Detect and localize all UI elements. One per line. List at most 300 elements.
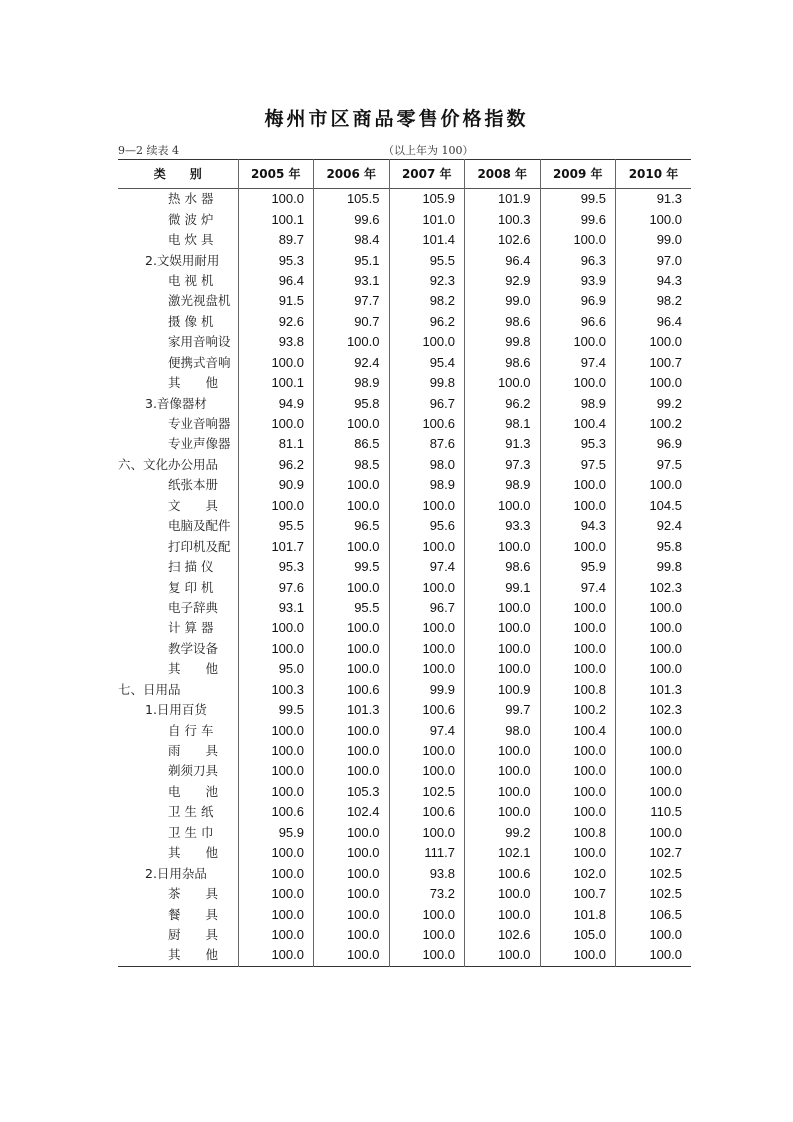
index-value: 95.3 (238, 557, 314, 577)
index-value: 96.4 (465, 250, 541, 270)
index-value: 99.1 (465, 577, 541, 597)
index-value: 95.1 (314, 250, 390, 270)
index-value: 98.9 (465, 475, 541, 495)
table-row (118, 700, 691, 720)
index-value: 100.0 (389, 945, 465, 966)
index-value: 92.6 (238, 312, 314, 332)
index-value: 101.8 (540, 904, 616, 924)
table-row (118, 598, 691, 618)
index-value: 105.0 (540, 925, 616, 945)
table-row (118, 312, 691, 332)
index-value: 100.0 (540, 843, 616, 863)
header-year: 2005 年 (238, 160, 314, 189)
index-value: 105.5 (314, 189, 390, 210)
table-body (118, 189, 691, 967)
index-value: 100.0 (465, 802, 541, 822)
index-value: 94.3 (540, 516, 616, 536)
index-value: 100.0 (314, 659, 390, 679)
index-value: 100.0 (616, 332, 692, 352)
price-index-table (118, 159, 691, 967)
index-value: 96.4 (616, 312, 692, 332)
row-category: 专业音响器 (168, 416, 231, 432)
row-category: 摄 像 机 (168, 313, 214, 329)
index-value: 100.0 (389, 925, 465, 945)
index-value: 102.6 (465, 230, 541, 250)
index-value: 100.0 (616, 823, 692, 843)
row-category: 其 他 (168, 375, 219, 391)
index-value: 100.0 (238, 741, 314, 761)
row-category: 卫 生 纸 (168, 804, 214, 820)
index-value: 95.8 (616, 536, 692, 556)
index-value: 101.4 (389, 230, 465, 250)
row-category: 六、文化办公用品 (118, 456, 219, 472)
table-row (118, 884, 691, 904)
index-value: 100.0 (314, 904, 390, 924)
index-value: 100.0 (314, 863, 390, 883)
index-value: 93.3 (465, 516, 541, 536)
table-row (118, 843, 691, 863)
index-value: 96.7 (389, 393, 465, 413)
index-value: 100.0 (238, 925, 314, 945)
index-value: 99.6 (314, 209, 390, 229)
row-category: 剃须刀具 (168, 763, 219, 779)
table-row (118, 516, 691, 536)
index-value: 87.6 (389, 434, 465, 454)
table-row (118, 271, 691, 291)
table-row (118, 475, 691, 495)
table-row (118, 189, 691, 210)
table-header-row (118, 160, 691, 189)
index-value: 99.7 (465, 700, 541, 720)
index-value: 100.0 (540, 659, 616, 679)
index-value: 99.0 (465, 291, 541, 311)
table-row (118, 618, 691, 638)
index-value: 97.4 (389, 720, 465, 740)
table-row (118, 680, 691, 700)
index-value: 100.0 (540, 230, 616, 250)
index-value: 100.0 (314, 414, 390, 434)
index-value: 100.7 (540, 884, 616, 904)
index-value: 95.8 (314, 393, 390, 413)
table-row (118, 455, 691, 475)
index-value: 100.2 (540, 700, 616, 720)
index-value: 100.0 (465, 496, 541, 516)
row-category: 自 行 车 (168, 722, 214, 738)
index-value: 92.9 (465, 271, 541, 291)
table-row (118, 414, 691, 434)
index-value: 102.3 (616, 577, 692, 597)
table-row (118, 557, 691, 577)
index-value: 100.0 (314, 720, 390, 740)
index-value: 93.1 (314, 271, 390, 291)
index-value: 97.6 (238, 577, 314, 597)
index-value: 102.3 (616, 700, 692, 720)
index-value: 101.3 (616, 680, 692, 700)
index-value: 94.3 (616, 271, 692, 291)
index-value: 99.9 (389, 680, 465, 700)
index-value: 100.0 (314, 475, 390, 495)
row-category: 厨 具 (168, 926, 219, 942)
index-value: 100.3 (238, 680, 314, 700)
index-value: 99.8 (616, 557, 692, 577)
index-value: 100.0 (238, 414, 314, 434)
index-value: 100.0 (465, 782, 541, 802)
index-value: 98.6 (465, 312, 541, 332)
table-row (118, 925, 691, 945)
index-value: 99.8 (389, 373, 465, 393)
index-value: 105.9 (389, 189, 465, 210)
row-category: 3.音像器材 (145, 395, 207, 411)
index-value: 100.0 (389, 332, 465, 352)
row-category: 家用音响设 (168, 334, 231, 350)
index-value: 105.3 (314, 782, 390, 802)
index-value: 95.5 (389, 250, 465, 270)
index-value: 100.4 (540, 720, 616, 740)
index-value: 100.0 (389, 761, 465, 781)
table-row (118, 823, 691, 843)
index-value: 90.9 (238, 475, 314, 495)
index-value: 92.4 (616, 516, 692, 536)
index-value: 100.6 (465, 863, 541, 883)
index-value: 100.0 (389, 618, 465, 638)
row-category: 雨 具 (168, 743, 219, 759)
index-value: 97.4 (389, 557, 465, 577)
index-value: 100.0 (389, 536, 465, 556)
table-row (118, 536, 691, 556)
index-value: 100.0 (238, 639, 314, 659)
index-value: 95.0 (238, 659, 314, 679)
row-category: 教学设备 (168, 640, 219, 656)
table-row (118, 761, 691, 781)
index-value: 97.3 (465, 455, 541, 475)
index-value: 100.0 (616, 373, 692, 393)
index-value: 100.2 (616, 414, 692, 434)
index-value: 73.2 (389, 884, 465, 904)
index-value: 98.5 (314, 455, 390, 475)
index-value: 96.6 (540, 312, 616, 332)
index-value: 86.5 (314, 434, 390, 454)
table-row (118, 250, 691, 270)
header-year: 2009 年 (540, 160, 616, 189)
index-value: 100.1 (238, 373, 314, 393)
row-category: 2.文娱用耐用 (145, 252, 220, 268)
row-category: 便携式音响 (168, 354, 231, 370)
index-value: 100.4 (540, 414, 616, 434)
index-value: 100.0 (616, 475, 692, 495)
index-value: 100.0 (238, 720, 314, 740)
row-category: 微 波 炉 (168, 211, 214, 227)
row-category: 餐 具 (168, 906, 219, 922)
index-value: 98.2 (389, 291, 465, 311)
table-row (118, 373, 691, 393)
index-value: 100.0 (314, 823, 390, 843)
index-value: 100.0 (389, 639, 465, 659)
header-category: 类 别 (153, 167, 202, 181)
index-value: 101.3 (314, 700, 390, 720)
index-value: 100.0 (314, 925, 390, 945)
index-value: 100.0 (314, 639, 390, 659)
row-category: 打印机及配 (168, 538, 231, 554)
index-value: 102.5 (616, 863, 692, 883)
row-category: 其 他 (168, 845, 219, 861)
index-value: 100.3 (465, 209, 541, 229)
row-category: 扫 描 仪 (168, 559, 214, 575)
table-row (118, 802, 691, 822)
index-value: 95.3 (238, 250, 314, 270)
table-row (118, 209, 691, 229)
table-row (118, 393, 691, 413)
index-value: 91.5 (238, 291, 314, 311)
index-value: 100.0 (540, 373, 616, 393)
index-value: 95.4 (389, 353, 465, 373)
index-value: 100.0 (540, 761, 616, 781)
index-value: 100.6 (238, 802, 314, 822)
index-value: 100.0 (465, 618, 541, 638)
index-value: 93.8 (238, 332, 314, 352)
row-category: 其 他 (168, 947, 219, 963)
index-value: 96.5 (314, 516, 390, 536)
index-value: 98.9 (314, 373, 390, 393)
index-value: 99.0 (616, 230, 692, 250)
index-value: 111.7 (389, 843, 465, 863)
row-category: 其 他 (168, 661, 219, 677)
header-year: 2006 年 (314, 160, 390, 189)
table-row (118, 496, 691, 516)
header-year: 2010 年 (616, 160, 692, 189)
index-value: 100.0 (238, 945, 314, 966)
index-value: 100.0 (314, 884, 390, 904)
index-value: 102.5 (616, 884, 692, 904)
index-value: 90.7 (314, 312, 390, 332)
index-value: 100.6 (389, 700, 465, 720)
index-value: 100.0 (616, 639, 692, 659)
index-value: 101.9 (465, 189, 541, 210)
index-value: 100.0 (465, 536, 541, 556)
table-row (118, 230, 691, 250)
index-value: 95.3 (540, 434, 616, 454)
table-row (118, 659, 691, 679)
index-value: 104.5 (616, 496, 692, 516)
index-value: 100.0 (314, 741, 390, 761)
index-value: 95.9 (238, 823, 314, 843)
index-value: 100.0 (540, 782, 616, 802)
index-value: 93.8 (389, 863, 465, 883)
index-value: 100.0 (540, 536, 616, 556)
index-value: 100.6 (314, 680, 390, 700)
index-value: 100.0 (389, 904, 465, 924)
row-category: 茶 具 (168, 886, 219, 902)
index-value: 100.0 (314, 945, 390, 966)
index-value: 100.7 (616, 353, 692, 373)
index-value: 102.7 (616, 843, 692, 863)
index-value: 98.9 (389, 475, 465, 495)
table-row (118, 353, 691, 373)
index-value: 110.5 (616, 802, 692, 822)
index-value: 106.5 (616, 904, 692, 924)
index-value: 89.7 (238, 230, 314, 250)
row-category: 卫 生 巾 (168, 824, 214, 840)
table-row (118, 291, 691, 311)
index-value: 93.1 (238, 598, 314, 618)
index-value: 100.0 (616, 659, 692, 679)
index-value: 100.0 (389, 659, 465, 679)
index-value: 96.2 (465, 393, 541, 413)
index-value: 98.9 (540, 393, 616, 413)
index-value: 100.0 (389, 496, 465, 516)
index-value: 100.0 (540, 475, 616, 495)
index-value: 92.3 (389, 271, 465, 291)
index-value: 100.0 (465, 598, 541, 618)
index-value: 100.0 (465, 761, 541, 781)
index-value: 99.5 (540, 189, 616, 210)
index-value: 99.5 (238, 700, 314, 720)
header-year: 2008 年 (465, 160, 541, 189)
table-row (118, 863, 691, 883)
index-value: 100.6 (389, 802, 465, 822)
index-value: 100.0 (540, 639, 616, 659)
header-year: 2007 年 (389, 160, 465, 189)
index-value: 100.0 (465, 639, 541, 659)
index-value: 100.0 (616, 925, 692, 945)
row-category: 纸张本册 (168, 477, 219, 493)
index-value: 99.5 (314, 557, 390, 577)
index-value: 95.5 (238, 516, 314, 536)
index-value: 100.0 (465, 659, 541, 679)
row-category: 电脑及配件 (168, 518, 231, 534)
index-value: 100.0 (540, 618, 616, 638)
index-value: 100.0 (616, 761, 692, 781)
row-category: 电 视 机 (168, 272, 214, 288)
base-year-note: （以上年为 100） (383, 144, 474, 157)
index-value: 81.1 (238, 434, 314, 454)
table-row (118, 945, 691, 966)
index-value: 93.9 (540, 271, 616, 291)
index-value: 100.0 (314, 332, 390, 352)
index-value: 100.0 (238, 863, 314, 883)
index-value: 96.4 (238, 271, 314, 291)
index-value: 98.0 (465, 720, 541, 740)
index-value: 100.6 (389, 414, 465, 434)
index-value: 100.0 (616, 209, 692, 229)
row-category: 1.日用百货 (145, 702, 207, 718)
index-value: 100.0 (238, 884, 314, 904)
index-value: 100.0 (540, 741, 616, 761)
index-value: 96.9 (540, 291, 616, 311)
row-category: 热 水 器 (168, 191, 214, 207)
index-value: 96.9 (616, 434, 692, 454)
index-value: 100.0 (465, 904, 541, 924)
index-value: 100.0 (616, 782, 692, 802)
index-value: 95.5 (314, 598, 390, 618)
index-value: 100.0 (616, 945, 692, 966)
index-value: 100.9 (465, 680, 541, 700)
index-value: 98.6 (465, 557, 541, 577)
index-value: 100.0 (540, 332, 616, 352)
index-value: 100.0 (238, 353, 314, 373)
table-row (118, 332, 691, 352)
index-value: 99.2 (616, 393, 692, 413)
index-value: 96.2 (238, 455, 314, 475)
index-value: 97.4 (540, 353, 616, 373)
index-value: 100.0 (314, 761, 390, 781)
index-value: 98.0 (389, 455, 465, 475)
index-value: 100.1 (238, 209, 314, 229)
index-value: 99.8 (465, 332, 541, 352)
index-value: 102.1 (465, 843, 541, 863)
row-category: 计 算 器 (168, 620, 214, 636)
row-category: 复 印 机 (168, 579, 214, 595)
index-value: 102.6 (465, 925, 541, 945)
index-value: 102.0 (540, 863, 616, 883)
index-value: 95.9 (540, 557, 616, 577)
index-value: 100.0 (465, 945, 541, 966)
index-value: 100.0 (389, 823, 465, 843)
index-value: 100.0 (465, 741, 541, 761)
table-row (118, 782, 691, 802)
page-title: 梅州市区商品零售价格指数 (264, 108, 529, 130)
table-number: 9—2 续表 4 (118, 144, 179, 157)
index-value: 100.0 (238, 904, 314, 924)
index-value: 100.0 (540, 598, 616, 618)
index-value: 97.5 (616, 455, 692, 475)
index-value: 100.0 (616, 618, 692, 638)
row-category: 专业声像器 (168, 436, 231, 452)
index-value: 96.3 (540, 250, 616, 270)
index-value: 100.0 (616, 741, 692, 761)
index-value: 100.0 (314, 536, 390, 556)
index-value: 100.8 (540, 680, 616, 700)
index-value: 99.6 (540, 209, 616, 229)
index-value: 97.4 (540, 577, 616, 597)
index-value: 100.0 (314, 496, 390, 516)
index-value: 100.0 (389, 577, 465, 597)
index-value: 91.3 (616, 189, 692, 210)
row-category: 电子辞典 (168, 599, 219, 615)
index-value: 100.0 (238, 843, 314, 863)
row-category: 激光视盘机 (168, 293, 231, 309)
index-value: 100.0 (238, 761, 314, 781)
row-category: 文 具 (168, 497, 219, 513)
index-value: 100.0 (540, 945, 616, 966)
table-row (118, 577, 691, 597)
row-category: 七、日用品 (118, 681, 181, 697)
index-value: 100.0 (238, 189, 314, 210)
index-value: 102.5 (389, 782, 465, 802)
index-value: 98.6 (465, 353, 541, 373)
index-value: 98.4 (314, 230, 390, 250)
index-value: 97.0 (616, 250, 692, 270)
table-row (118, 904, 691, 924)
index-value: 94.9 (238, 393, 314, 413)
index-value: 100.0 (540, 802, 616, 822)
row-category: 2.日用杂品 (145, 865, 207, 881)
table-row (118, 639, 691, 659)
index-value: 97.5 (540, 455, 616, 475)
index-value: 98.2 (616, 291, 692, 311)
index-value: 99.2 (465, 823, 541, 843)
index-value: 100.0 (616, 598, 692, 618)
index-value: 95.6 (389, 516, 465, 536)
table-row (118, 434, 691, 454)
index-value: 100.0 (238, 782, 314, 802)
table-row (118, 720, 691, 740)
index-value: 98.1 (465, 414, 541, 434)
index-value: 100.0 (238, 496, 314, 516)
index-value: 100.0 (616, 720, 692, 740)
index-value: 96.7 (389, 598, 465, 618)
index-value: 100.0 (465, 373, 541, 393)
index-value: 102.4 (314, 802, 390, 822)
